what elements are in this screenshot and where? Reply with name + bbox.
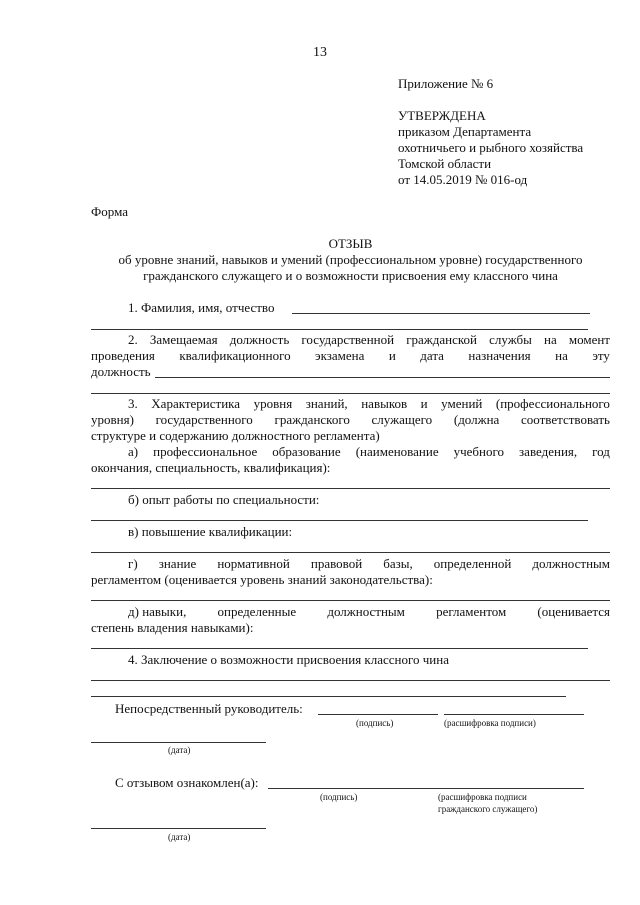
approved-label: УТВЕРЖДЕНА (398, 108, 486, 123)
conclusion-line-2 (91, 696, 566, 697)
w: год (592, 444, 610, 459)
w: (наименование (355, 444, 439, 459)
section-2-line-3: должность (91, 364, 151, 379)
w: должность (229, 332, 290, 347)
section-1-label: 1. Фамилия, имя, отчество (128, 300, 275, 315)
signature-decoding-caption-2b: гражданского служащего) (438, 804, 538, 814)
date-caption-2: (дата) (168, 832, 191, 842)
w: учебного (453, 444, 505, 459)
w: (профессионального (495, 396, 610, 411)
w: 2. (128, 332, 138, 347)
section-3-line-1 (128, 396, 610, 412)
employee-date-line (91, 828, 266, 829)
item-a-line-1 (128, 444, 610, 460)
w: умений (441, 396, 483, 411)
w: заведения, (519, 444, 578, 459)
item-d-line-1 (128, 604, 610, 620)
signature-caption: (подпись) (356, 718, 394, 728)
item-v-label: в) повышение квалификации: (128, 524, 293, 539)
w: квалификационного (179, 348, 291, 363)
w: дата (420, 348, 444, 363)
w: Замещаемая (149, 332, 218, 347)
order-line-1: приказом Департамента (398, 124, 532, 139)
legislation-line (91, 600, 610, 601)
w: должностным (532, 556, 610, 571)
w: навыков (361, 396, 408, 411)
section-2-line-2 (91, 348, 610, 364)
experience-line (91, 520, 588, 521)
employee-signature-line (268, 788, 584, 789)
w: д) навыки, (128, 604, 187, 619)
date-caption: (дата) (168, 745, 191, 755)
acquainted-label: С отзывом ознакомлен(а): (115, 775, 259, 790)
fio-line (292, 313, 590, 314)
w: регламентом (436, 604, 507, 619)
item-g-line-2: регламентом (оценивается уровень знаний законодательства): (91, 572, 433, 587)
w: знание (158, 556, 197, 571)
w: нормативной (217, 556, 290, 571)
w: государственной (301, 332, 395, 347)
w: г) (128, 556, 138, 571)
w: гражданской (406, 332, 478, 347)
section-3-line-2 (91, 412, 610, 428)
w: на (544, 332, 557, 347)
section-3-line-3: структуре и содержанию должностного регламента) (91, 428, 380, 443)
qualification-line (91, 552, 610, 553)
w: (оценивается (537, 604, 610, 619)
w: определенной (433, 556, 512, 571)
w: эту (592, 348, 610, 363)
position-line-2 (91, 393, 610, 394)
order-line-2: охотничьего и рыбного хозяйства (398, 140, 584, 155)
position-line (155, 377, 610, 378)
fio-line-2 (91, 329, 588, 330)
manager-decoding-line (444, 714, 584, 715)
w: базы, (383, 556, 413, 571)
form-label: Форма (91, 204, 128, 219)
w: знаний, (305, 396, 348, 411)
w: соответствовать (521, 412, 610, 427)
w: уровня) (91, 412, 134, 427)
manager-signature-line (318, 714, 438, 715)
w: (должна (453, 412, 500, 427)
w: службы (489, 332, 532, 347)
conclusion-line-1 (91, 680, 610, 681)
order-line-4: от 14.05.2019 № 016-од (398, 172, 528, 187)
w: проведения (91, 348, 155, 363)
w: момент (568, 332, 610, 347)
w: правовой (310, 556, 363, 571)
w: государственного (155, 412, 253, 427)
w: служащего (371, 412, 433, 427)
section-2-line-1 (128, 332, 610, 348)
item-b-label: б) опыт работы по специальности: (128, 492, 320, 507)
item-d-line-2: степень владения навыками): (91, 620, 254, 635)
w: уровня (253, 396, 293, 411)
item-a-line-2: окончания, специальность, квалификация): (91, 460, 331, 475)
w: на (555, 348, 568, 363)
signature-decoding-caption-2a: (расшифровка подписи (438, 792, 527, 802)
signature-caption-2: (подпись) (320, 792, 358, 802)
appendix-label: Приложение № 6 (398, 76, 494, 91)
w: должностным (327, 604, 405, 619)
w: Характеристика (151, 396, 241, 411)
page-number: 13 (313, 45, 327, 60)
w: и (388, 348, 396, 363)
manager-label: Непосредственный руководитель: (115, 701, 303, 716)
w: определенные (217, 604, 297, 619)
education-line (91, 488, 610, 489)
w: профессиональное (153, 444, 258, 459)
manager-date-line (91, 742, 266, 743)
w: 3. (128, 396, 138, 411)
signature-decoding-caption: (расшифровка подписи) (444, 718, 536, 728)
w: и (420, 396, 428, 411)
w: а) (128, 444, 139, 459)
order-line-3: Томской области (398, 156, 492, 171)
skills-line (91, 648, 588, 649)
w: гражданского (274, 412, 350, 427)
w: экзамена (315, 348, 365, 363)
w: образование (272, 444, 341, 459)
document-subtitle-line-2: гражданского служащего и о возможности присвоения ему классного чина (143, 268, 558, 283)
item-g-line-1 (128, 556, 610, 572)
w: назначения (468, 348, 531, 363)
document-subtitle-line-1: об уровне знаний, навыков и умений (профессиональном уровне) государственного (118, 252, 583, 267)
section-4-label: 4. Заключение о возможности присвоения классного чина (128, 652, 449, 667)
document-title: ОТЗЫВ (328, 236, 373, 251)
